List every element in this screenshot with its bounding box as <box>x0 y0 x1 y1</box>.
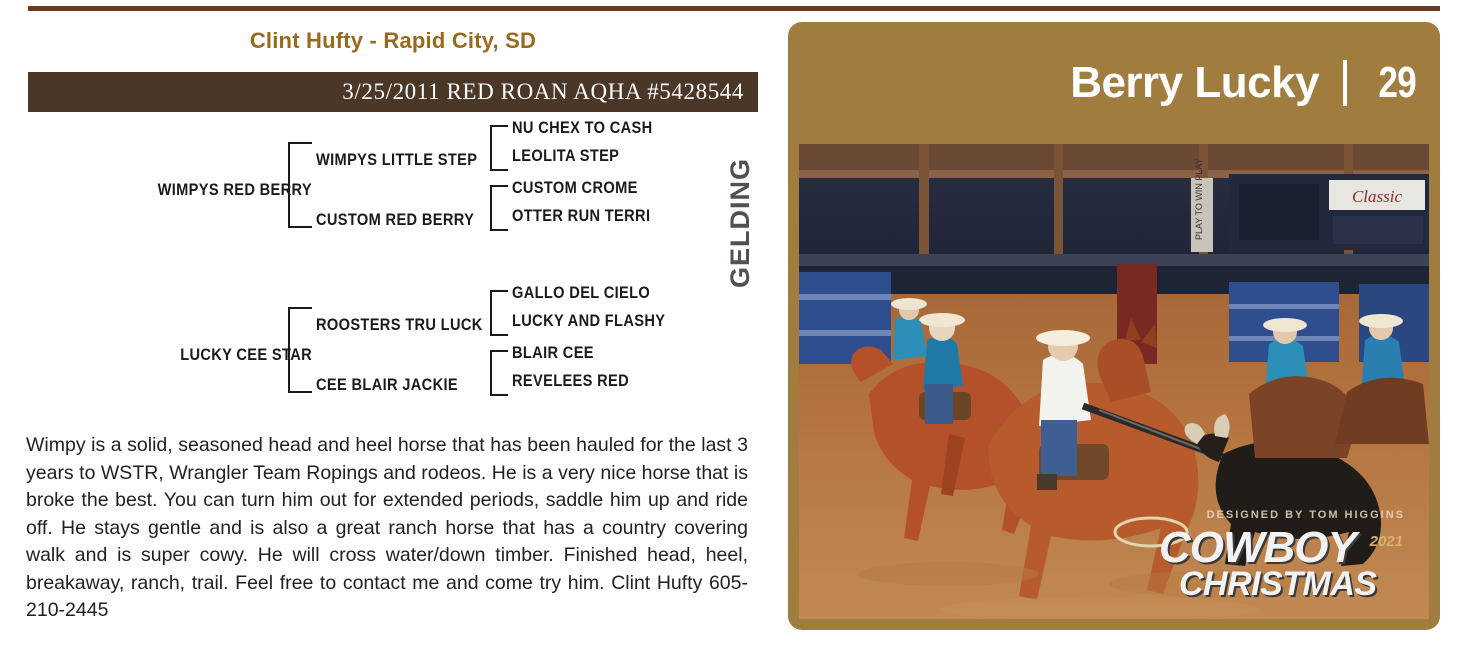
pedigree-bracket-sire-dam <box>490 185 508 231</box>
pedigree-dam: LUCKY CEE STAR <box>180 345 312 364</box>
pedigree-bracket-dam-dam <box>490 350 508 396</box>
pedigree-dam-sire-dam: LUCKY AND FLASHY <box>512 311 666 330</box>
top-rule-divider <box>28 6 1440 11</box>
panel-header <box>788 22 1440 144</box>
watermark-year: 2021 <box>1369 533 1403 550</box>
pedigree-sire-dam-dam: OTTER RUN TERRI <box>512 206 651 225</box>
watermark-brand-line2: CHRISTMAS <box>1179 565 1377 603</box>
pedigree-dam-sire: ROOSTERS TRU LUCK <box>316 315 483 334</box>
horse-photo-panel <box>788 22 1440 630</box>
pedigree-dam-dam-sire: BLAIR CEE <box>512 343 594 362</box>
svg-text:PLAY TO WIN PLAY: PLAY TO WIN PLAY <box>1194 158 1204 240</box>
pedigree-dam-sire-sire: GALLO DEL CIELO <box>512 283 651 302</box>
pedigree-chart <box>28 120 768 420</box>
pedigree-dam-dam: CEE BLAIR JACKIE <box>316 375 458 394</box>
sex-label: GELDING <box>725 158 755 289</box>
pedigree-sire-sire-dam: LEOLITA STEP <box>512 146 620 165</box>
horse-description: Wimpy is a solid, seasoned head and heel horse that has been hauled for the last 3 years to WSTR, Wrangler Team Ropings and rodeos. He is a very nice horse that is broke the best. You can turn him out for extended periods, saddle him up and ride off. He stays gentle and is also a great ranch horse that has a country covering walk and is super cowy. He will cross water/down timber. Finished head, heel, breakaway, ranch, trail. Feel free to contact me and come try him. Clint Hufty 605-210-2445 <box>26 434 748 621</box>
lot-number: 29 <box>1378 58 1416 107</box>
pedigree-sire: WIMPYS RED BERRY <box>157 180 312 199</box>
pedigree-sire-sire-sire: NU CHEX TO CASH <box>512 118 653 137</box>
arena-photo-graphic <box>799 144 1429 619</box>
pedigree-bracket-sire <box>288 142 312 228</box>
horse-info-bar <box>28 72 758 112</box>
pedigree-sire-dam-sire: CUSTOM CROME <box>512 178 638 197</box>
consignor-line: Clint Hufty - Rapid City, SD <box>249 28 537 53</box>
pedigree-bracket-dam <box>288 307 312 393</box>
pedigree-bracket-sire-sire <box>490 125 508 171</box>
pedigree-sire-sire: WIMPYS LITTLE STEP <box>316 150 478 169</box>
svg-text:Classic: Classic <box>1351 187 1403 206</box>
arena-photo <box>799 144 1429 619</box>
pedigree-dam-dam-dam: REVELEES RED <box>512 371 630 390</box>
horse-name: Berry Lucky <box>1070 58 1320 107</box>
watermark-brand-line1: COWBOY <box>1159 523 1356 572</box>
watermark-credit: DESIGNED BY TOM HIGGINS <box>1206 509 1405 521</box>
header-divider <box>1343 60 1347 106</box>
pedigree-bracket-dam-sire <box>490 290 508 336</box>
horse-info-text: 3/25/2011 RED ROAN AQHA #5428544 <box>342 79 744 104</box>
pedigree-sire-dam: CUSTOM RED BERRY <box>316 210 475 229</box>
